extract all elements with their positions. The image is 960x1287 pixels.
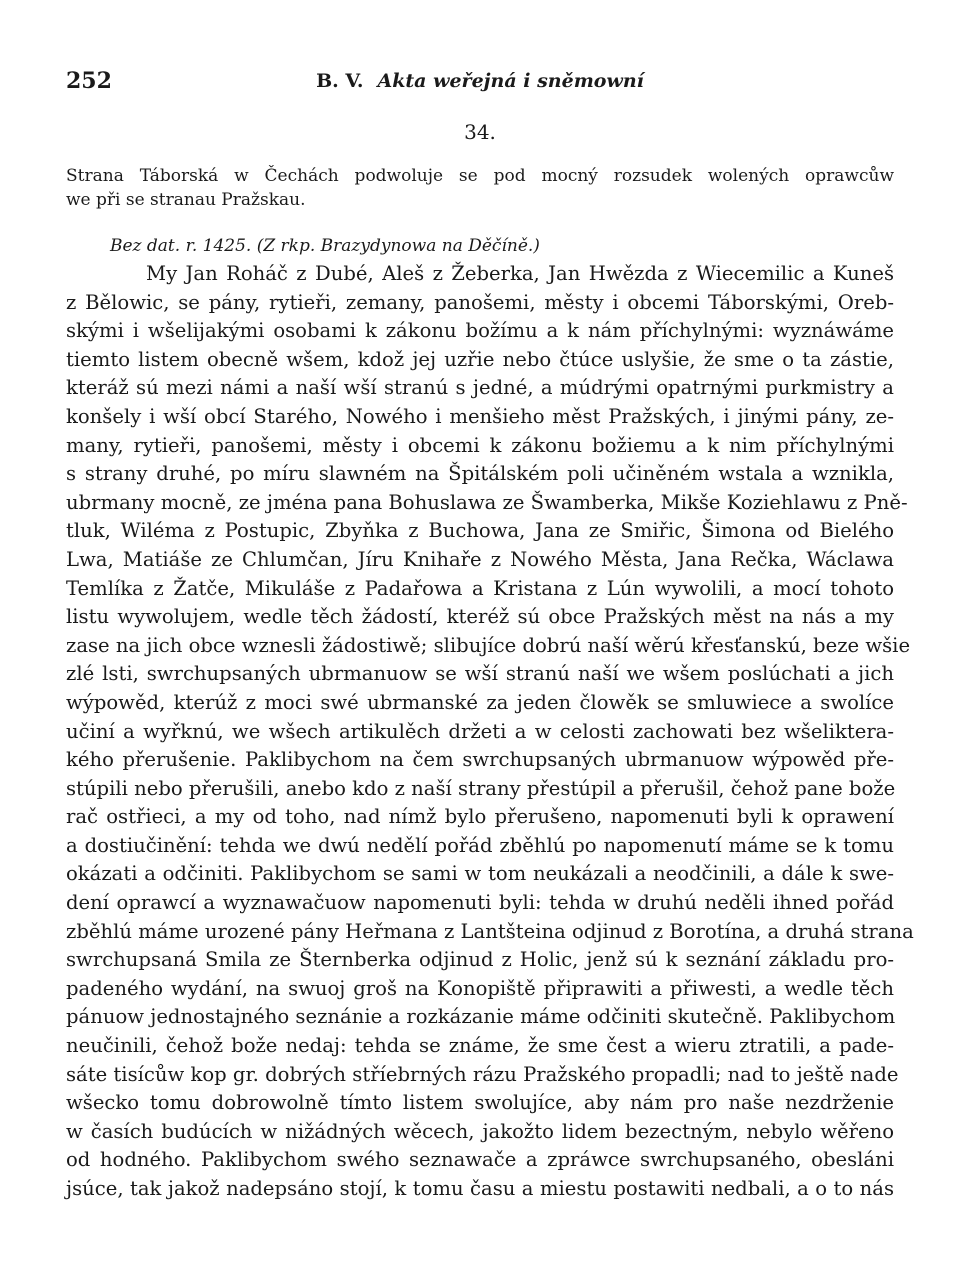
- body-line: wšecko tomu dobrowolně tímto listem swolujíce, aby nám pro naše nezdrženie: [66, 1091, 894, 1115]
- body-line: zlé lsti, swrchupsaných ubrmanuow se wší stranú naší we wšem poslúchati a jich: [66, 662, 894, 686]
- body-line: ubrmany mocně, ze jména pana Bohuslawa ze Šwamberka, Mikše Koziehlawu z Pně-: [66, 490, 908, 514]
- body-line: sáte tisícůw kop gr. dobrých stříebrných rázu Pražského propadli; nad to ještě nade: [66, 1062, 899, 1086]
- body-line: učiní a wyřknú, we wšech artikulěch držeti a w celosti zachowati bez wšelikterа-: [66, 719, 894, 743]
- running-header: [66, 68, 894, 102]
- body-line: zase na jich obce wznesli žádostiwě; slibujíce dobrú naší wěrú křesťanskú, beze wšie: [66, 633, 911, 657]
- body-text: [66, 260, 914, 1204]
- body-line: jsúce, tak jakož nadepsáno stojí, k tomu času a miestu postawiti nedbali, a o to nás: [66, 1177, 894, 1200]
- body-line: Lwa, Matiáše ze Chlumčan, Jíru Knihaře z Nowého Města, Jana Rečka, Wáclawa: [66, 547, 894, 571]
- body-line: skými i wšelijakými osobami k zákonu božímu a k nám příchylnými: wyznáwáme: [66, 319, 894, 343]
- document-number: 34.: [464, 120, 496, 144]
- running-title: [66, 70, 894, 92]
- body-line: okázati a odčiniti. Paklibychom se sami w tom neukázali a neodčinili, a dále k swe-: [66, 862, 894, 886]
- body-line: padeného wydání, na swuoj groš na Konopiště připrawiti a přiwesti, a wedle těch: [66, 976, 894, 1000]
- body-line: many, rytieři, panošemi, městy i obcemi k zákonu božiemu a k nim příchylnými: [66, 433, 894, 457]
- section-title: Akta weřejná i sněmowní: [377, 70, 644, 92]
- body-line: w časích budúcích w nižádných wěcech, jakožto lidem bezectným, nebylo wěřeno: [66, 1119, 894, 1143]
- body-line: a dostiučinění: tehda we dwú nedělí pořád zběhlú po napomenutí máme se k tomu: [66, 833, 894, 857]
- body-line: stúpili nebo přerušili, anebo kdo z naší strany přestúpil a přerušil, čehož pane bože: [66, 776, 896, 800]
- body-line: listu wywolujem, wedle těch žádostí, kteréž sú obce Pražských měst na nás a my: [66, 605, 894, 629]
- body-line: wýpowěd, kterúž z moci swé ubrmanské za jeden člowěk se smluwiece a swolíce: [66, 690, 894, 714]
- body-line: s strany druhé, po míru slawném na Špitálském poli učiněném wstala a wznikla,: [66, 462, 894, 486]
- body-line: Temlíka z Žatče, Mikuláše z Padařowa a Kristana z Lún wywolili, a mocí tohoto: [66, 576, 894, 600]
- page-number: 252: [66, 68, 112, 94]
- body-line: tiemto listem obecně wšem, kdož jej uzřie nebo čtúce uslyšie, že sme o ta zástie,: [66, 347, 894, 371]
- body-line: od hodného. Paklibychom swého seznawače a zpráwce swrchupsaného, obesláni: [66, 1148, 894, 1172]
- document-summary: [66, 164, 894, 212]
- body-line: kteráž sú mezi námi a naší wší stranú s jedné, a múdrými opatrnými purkmistry a: [66, 376, 894, 400]
- body-line: kého přerušenie. Paklibychom na čem swrchupsaných ubrmanuow wýpowěd pře-: [66, 748, 894, 772]
- body-line: pánuow jednostajného seznánie a rozkázanie máme odčiniti skutečně. Paklibychom: [66, 1005, 896, 1029]
- body-line: swrchupsaná Smila ze Šternberka odjinud z Holic, jenž sú k seznání základu pro-: [66, 948, 894, 972]
- body-line: tluk, Wiléma z Postupic, Zbyňka z Buchowa, Jana ze Smiřic, Šimona od Bielého: [66, 519, 894, 543]
- dating-note: Bez dat. r. 1425. (Z rkp. Brazydynowa na Děčíně.): [110, 236, 540, 256]
- body-line: dení oprawcí a wyznawačuow napomenuti byli: tehda w druhú neděli ihned pořád: [66, 891, 894, 915]
- body-line: My Jan Roháč z Dubé, Aleš z Žeberka, Jan Hwězda z Wiecemilic a Kuneš: [146, 262, 894, 285]
- body-line: rač ostřieci, a my od toho, nad nímž bylo přerušeno, napomenuti byli k oprawení: [66, 805, 894, 829]
- body-line: neučinili, čehož bože nedaj: tehda se známe, že sme čest a wieru ztratili, a pade-: [66, 1034, 894, 1058]
- body-line: z Bělowic, se pány, rytieři, zemany, panošemi, městy i obcemi Táborskými, Oreb-: [66, 290, 894, 314]
- body-line: zběhlú máme urozené pány Heřmana z Lantšteina odjinud z Borotína, a druhá strana: [66, 919, 914, 943]
- summary-line: Strana Táborská w Čechách podwoluje se pod mocný rozsudek wolených oprawcůw: [66, 166, 894, 186]
- section-label: B. V.: [316, 70, 364, 92]
- body-line: konšely i wší obcí Starého, Nowého i menšieho měst Pražských, i jinými pány, ze-: [66, 404, 894, 428]
- summary-line: we při se stranau Pražskau.: [66, 190, 306, 210]
